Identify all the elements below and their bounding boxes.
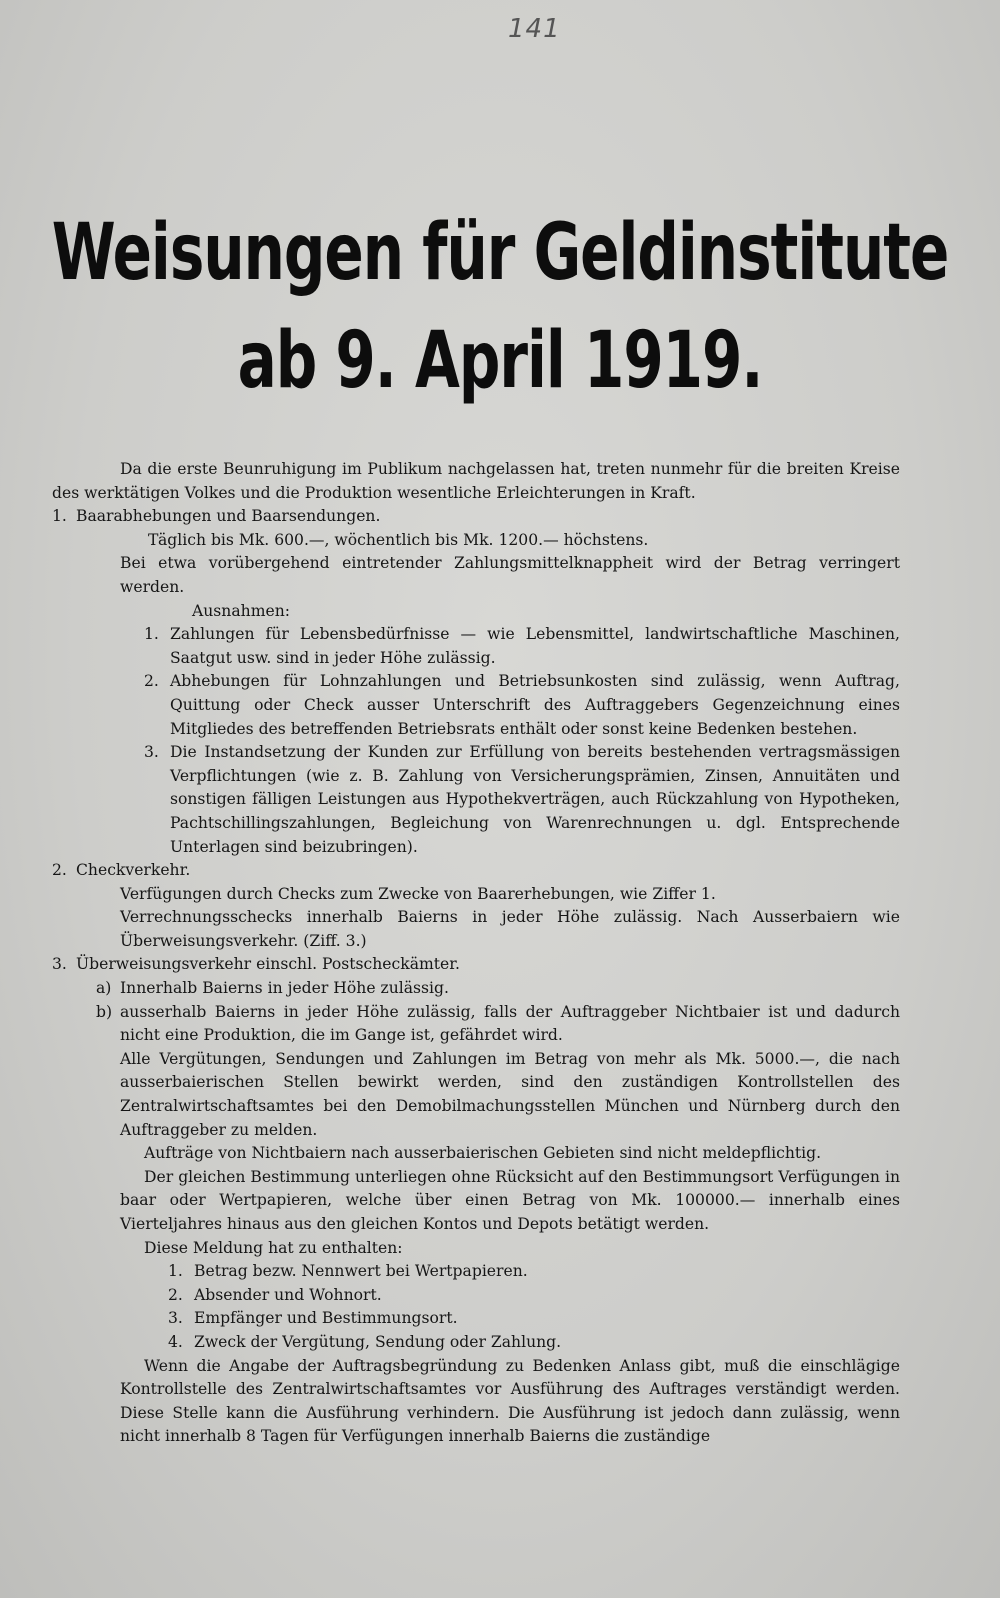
list-item xyxy=(96,977,900,1001)
item-text: Innerhalb Baierns in jeder Höhe zulässig. xyxy=(120,979,449,998)
item-text: Absender und Wohnort. xyxy=(194,1285,382,1304)
list-item xyxy=(144,741,900,859)
item-number: 1. xyxy=(168,1262,183,1281)
list-item xyxy=(144,623,900,670)
exceptions-label: Ausnahmen: xyxy=(192,601,291,620)
section-3-heading xyxy=(52,953,900,977)
section-1-note-text: Bei etwa vorübergehend eintretender Zahlungsmittelknappheit wird der Betrag verringert werden. xyxy=(120,554,900,596)
section-3-paragraph-1: Alle Vergütungen, Sendungen und Zahlungen im Betrag von mehr als Mk. 5000.—, die nach ausserbaierischen Stellen bewirkt werden, sind den zuständigen Kontrollstellen des Zentralwirtschaftsamtes bei den Demobilmachungsstellen München und Nürnberg durch den Auftraggeber zu melden. xyxy=(120,1049,900,1139)
item-text: Abhebungen für Lohnzahlungen und Betriebsunkosten sind zulässig, wenn Auftrag, Quittung oder Check ausser Unterschrift des Auftraggebers Gegenzeichnung eines Mitgliedes des betreffenden Betriebsrats enthält oder sonst keine Bedenken bestehen. xyxy=(170,672,900,738)
section-3-paragraph-3: Der gleichen Bestimmung unterliegen ohne Rücksicht auf den Bestimmungsort Verfügungen in baar oder Wertpapieren, welche über einen Betrag von Mk. 100000.— innerhalb eines Vierteljahres hinaus aus den gleichen Kontos und Depots betätigt werden. xyxy=(120,1167,900,1233)
section-2-line-1: Verfügungen durch Checks zum Zwecke von Baarerhebungen, wie Ziffer 1. xyxy=(120,884,716,903)
item-number: 3. xyxy=(168,1309,183,1328)
item-number: 3. xyxy=(144,743,159,762)
item-number: 2. xyxy=(144,672,159,691)
exceptions-list xyxy=(52,623,900,859)
list-item xyxy=(168,1284,900,1308)
section-number: 3. xyxy=(52,955,67,974)
intro-paragraph: Da die erste Beunruhigung im Publikum nachgelassen hat, treten nunmehr für die breiten Kreise des werktätigen Volkes und die Produktion wesentliche Erleichterungen in Kraft. xyxy=(52,460,900,502)
item-text: Zweck der Vergütung, Sendung oder Zahlung. xyxy=(194,1332,562,1351)
section-3-paragraph-2: Aufträge von Nichtbaiern nach ausserbaierischen Gebieten sind nicht meldepflichtig. xyxy=(144,1144,822,1163)
list-item xyxy=(96,1001,900,1048)
item-label: a) xyxy=(96,979,112,998)
item-text: Zahlungen für Lebensbedürfnisse — wie Lebensmittel, landwirtschaftliche Maschinen, Saatgut usw. sind in jeder Höhe zulässig. xyxy=(170,625,900,667)
section-number: 2. xyxy=(52,861,67,880)
section-title: Checkverkehr. xyxy=(76,861,191,880)
item-text: Die Instandsetzung der Kunden zur Erfüllung von bereits bestehenden vertragsmässigen Verpflichtungen (wie z. B. Zahlung von Versicherungsprämien, Zinsen, Annuitäten und sonstigen fälligen Leistungen aus Hypothekverträgen, auch Rückzahlung von Hypotheken, Pachtschillingszahlungen, Begleichung von Warenrechnungen u. dgl. Entsprechende Unterlagen sind beizubringen). xyxy=(170,743,900,856)
section-1-heading xyxy=(52,505,900,529)
section-3-sublist xyxy=(52,977,900,1048)
list-item xyxy=(168,1331,900,1355)
item-number: 2. xyxy=(168,1285,183,1304)
report-label: Diese Meldung hat zu enthalten: xyxy=(144,1238,403,1257)
item-label: b) xyxy=(96,1002,113,1021)
folio-number: 141 xyxy=(508,14,561,44)
section-title: Überweisungsverkehr einschl. Postscheckämter. xyxy=(76,955,460,974)
item-text: ausserhalb Baierns in jeder Höhe zulässig, falls der Auftraggeber Nichtbaier ist und dadurch nicht eine Produktion, die im Gange ist, gefährdet wird. xyxy=(120,1002,900,1045)
item-text: Betrag bezw. Nennwert bei Wertpapieren. xyxy=(194,1262,528,1281)
item-number: 4. xyxy=(168,1332,183,1351)
report-items-list xyxy=(52,1260,900,1354)
section-3-paragraph-4: Wenn die Angabe der Auftragsbegründung zu Bedenken Anlass gibt, muß die einschlägige Kontrollstelle des Zentralwirtschaftsamtes vor Ausführung des Auftrages verständigt werden. Diese Stelle kann die Ausführung verhindern. Die Ausführung ist jedoch dann zulässig, wenn nicht innerhalb 8 Tagen für Verfügungen innerhalb Baierns die zuständige xyxy=(120,1356,900,1446)
section-number: 1. xyxy=(52,507,67,526)
section-2-line-2: Verrechnungsschecks innerhalb Baierns in jeder Höhe zulässig. Nach Ausserbaiern wie Überweisungsverkehr. (Ziff. 3.) xyxy=(120,908,900,950)
title-line-2: ab 9. April 1919. xyxy=(237,314,763,406)
title-line-1: Weisungen für Geldinstitute xyxy=(51,206,949,298)
item-number: 1. xyxy=(144,625,159,644)
list-item xyxy=(144,670,900,741)
section-2-heading xyxy=(52,859,900,883)
item-text: Empfänger und Bestimmungsort. xyxy=(194,1309,458,1328)
document-body xyxy=(52,458,900,1449)
list-item xyxy=(168,1307,900,1331)
section-title: Baarabhebungen und Baarsendungen. xyxy=(76,507,381,526)
section-1-limit: Täglich bis Mk. 600.—, wöchentlich bis Mk. 1200.— höchstens. xyxy=(148,530,649,549)
list-item xyxy=(168,1260,900,1284)
section-1-note xyxy=(52,552,900,599)
